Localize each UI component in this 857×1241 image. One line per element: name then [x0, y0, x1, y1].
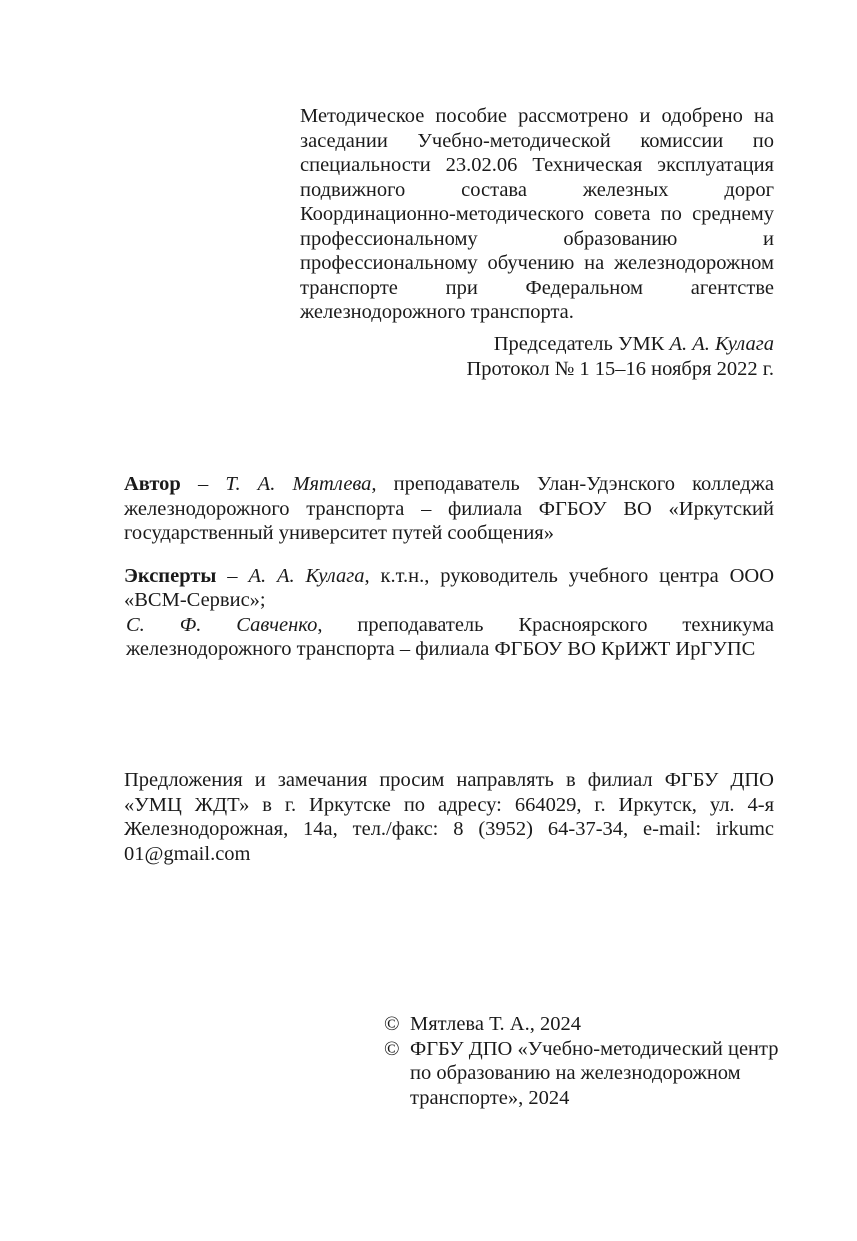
copyright-icon: © — [384, 1013, 400, 1035]
expert-1-paragraph — [124, 564, 774, 613]
approval-note — [300, 104, 774, 325]
expert-1-text: , к.т.н., руководитель учебного центра ООО «ВСМ-Сервис»; — [124, 564, 775, 611]
chair-line — [300, 332, 774, 357]
copyright-section — [384, 1012, 784, 1110]
chair-name: А. А. Кулага — [669, 333, 774, 355]
experts-label: Эксперты — [124, 564, 217, 587]
author-name: Т. А. Мятлева, — [225, 473, 377, 495]
expert-1-name: А. А. Кулага — [248, 564, 365, 587]
copyright-text-1: Мятлева Т. А., 2024 — [410, 1013, 581, 1035]
expert-2-paragraph — [124, 613, 774, 662]
author-dash: – — [180, 473, 226, 495]
copyright-icon: © — [384, 1037, 400, 1060]
approval-text: Методическое пособие рассмотрено и одобрено на заседании Учебно-методической комиссии по специальности 23.02.06 Техническая эксплуатация подвижного состава железных дорог Координационно-методического совета по среднему профессиональному образованию и профессиональному обучению на железнодорожном транспорте при Федеральном агентстве железнодорожного транспорта. — [300, 105, 774, 323]
protocol-line: Протокол № 1 15–16 ноября 2022 г. — [466, 357, 774, 380]
contact-section — [124, 768, 774, 866]
copyright-text-2: ФГБУ ДПО «Учебно-методический центр по образованию на железнодорожном транспорте», 2024 — [410, 1037, 779, 1109]
author-paragraph — [124, 472, 774, 546]
expert-2-name: С. Ф. Савченко — [126, 613, 318, 636]
chair-prefix: Председатель УМК — [493, 333, 670, 355]
contact-text: Предложения и замечания просим направлять в филиал ФГБУ ДПО «УМЦ ЖДТ» в г. Иркутске по адресу: 664029, г. Иркутск, ул. 4-я Железнодорожная, 14а, тел./факс: 8 (3952) 64-37-34, e-mail: irkumc 01@gmail.com — [124, 769, 774, 865]
author-text: преподаватель Улан-Удэнского колледжа железнодорожного транспорта – филиала ФГБОУ ВО «Иркутский государственный университет путей сообщения» — [124, 473, 774, 544]
copyright-line-2 — [384, 1037, 784, 1111]
approval-signatures — [300, 332, 774, 381]
expert-2-text: , преподаватель Красноярского техникума железнодорожного транспорта – филиала ФГБОУ ВО КрИЖТ ИрГУПС — [126, 613, 774, 660]
copyright-line-1 — [384, 1012, 784, 1037]
author-label: Автор — [124, 473, 181, 495]
authors-section — [124, 472, 774, 662]
experts-dash: – — [216, 564, 249, 587]
